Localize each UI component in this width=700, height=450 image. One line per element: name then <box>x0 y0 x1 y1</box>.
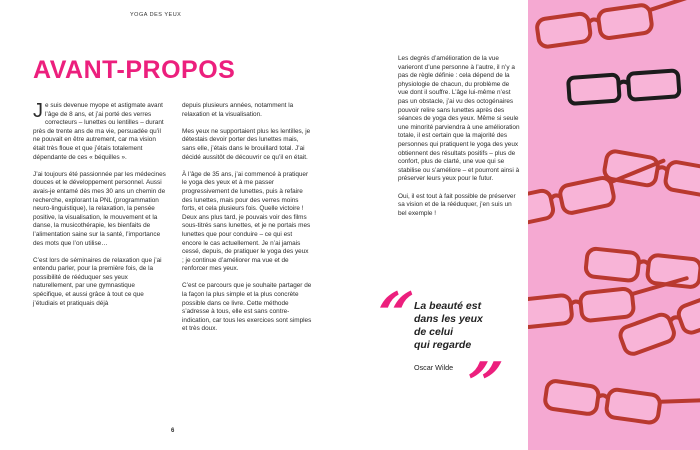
text-column-3 <box>398 55 520 227</box>
pull-quote-line: La beauté est <box>414 300 482 312</box>
glasses-illustration <box>528 0 700 450</box>
running-head: YOGA DES YEUX <box>130 12 182 18</box>
quote-author: Oscar Wilde <box>414 363 454 372</box>
paragraph-1 <box>33 102 167 162</box>
paragraph-7: C’est ce parcours que je souhaite partager de la façon la plus simple et la plus concrète possible dans ce livre. Cette méthode s’adresse à tous, elle est sans contre-indication, car tous les exercices sont simples et très doux. <box>182 282 312 333</box>
paragraph-1-text: e suis devenue myope et astigmate avant l’âge de 8 ans, et j’ai porté des verres correcteurs – lunettes ou lentilles – durant près de trente ans de ma vie, persuadée qu’il ne pouvait en être autrement, car ma vision était très floue et que j’étais totalement dépendante de ces « béquilles ». <box>33 102 164 161</box>
pull-quote <box>414 300 514 352</box>
text-column-1 <box>33 102 167 317</box>
quote-open-mark: “ <box>368 280 418 350</box>
paragraph-5: Mes yeux ne supportaient plus les lentilles, je détestais devoir porter des lunettes mais, sans elle, j’étais dans le brouillard total. J’ai décidé aussitôt de découvrir ce qu’il en était. <box>182 127 311 161</box>
drop-cap: J <box>33 100 43 122</box>
quote-close-mark: ” <box>457 350 507 420</box>
paragraph-8: Les degrés d’amélioration de la vue varieront d’une personne à l’autre, il n’y a pas de règle définie : cela dépend de la physiologie de chacun, du problème de vue dont il souffre. L’âge lui-même n’est pas un obstacle, j’ai vu des octogénaires pouvoir relire sans lunettes après des séances de yoga des yeux. Même si seule une minorité parviendra à une amélioration totale, il est certain que la majorité des personnes qui pratiquent le yoga des yeux obtiennent des résultats positifs – plus de confort, plus de clarté, une vue qui se stabilise ou s’améliore – et pourront ainsi à préserver leurs yeux pour le futur. <box>398 55 520 183</box>
page-title: AVANT-PROPOS <box>33 56 236 84</box>
pull-quote-line: dans les yeux <box>414 313 483 325</box>
paragraph-3: C’est lors de séminaires de relaxation que j’ai entendu parler, pour la première fois, de la possibilité de rééduquer ses yeux naturellement, par une gymnastique spécifique, et aussi grâce à tout ce que j’étudiais et pratiquais déjà <box>33 256 162 307</box>
pull-quote-line: de celui <box>414 326 454 338</box>
paragraph-2: J’ai toujours été passionnée par les médecines douces et le développement personnel. Aussi avais-je entamé dès mes 30 ans un chemin de recherche, explorant la PNL (programmation neuro-linguistique), la relaxation, la pensée positive, la visualisation, le mouvement et la danse, la musicothérapie, les bienfaits de l’alimentation saine sur la santé, l’importance des mots que l’on utilise… <box>33 170 166 247</box>
paragraph-9: Oui, il est tout à fait possible de préserver sa vision et de la rééduquer, j’en suis un bel exemple ! <box>398 192 516 217</box>
pull-quote-line: qui regarde <box>414 339 472 351</box>
paragraph-6: À l’âge de 35 ans, j’ai commencé à pratiquer le yoga des yeux et à me passer progressivement de lunettes, puis à refaire des lunettes, mais pour des verres moins forts, et cela plusieurs fois. Quelle victoire ! Deux ans plus tard, je pouvais voir des films sous-titrés sans lunettes, et je ne portais mes lunettes que pour conduire – ce qui est encore le cas actuellement. Je n’ai jamais cessé, depuis, de pratiquer le yoga des yeux ; je continue d’améliorer ma vue et de renforcer mes yeux. <box>182 170 311 273</box>
glasses-photo <box>528 0 700 450</box>
text-column-2 <box>182 102 312 343</box>
page-number: 6 <box>171 428 175 434</box>
paragraph-4: depuis plusieurs années, notamment la relaxation et la visualisation. <box>182 102 294 118</box>
